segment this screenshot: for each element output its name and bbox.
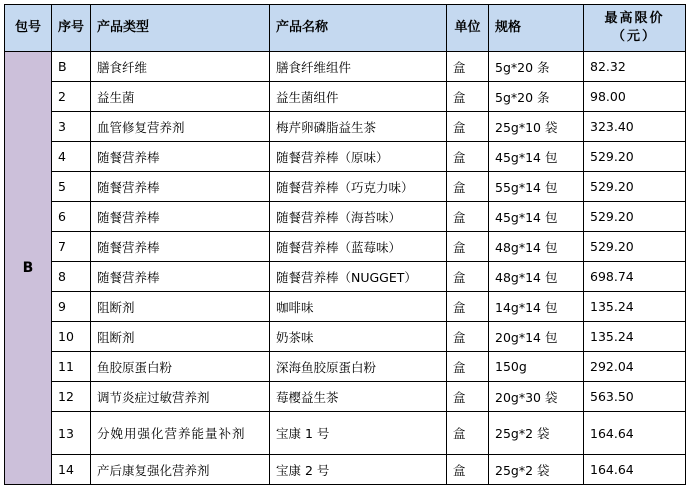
spec-cell: 5g*20 条 (489, 52, 584, 82)
name-cell: 随餐营养棒（巧克力味） (270, 172, 447, 202)
table-row (5, 292, 686, 322)
type-cell: 益生菌 (91, 82, 270, 112)
spec-cell: 55g*14 包 (489, 172, 584, 202)
package-cell: B (5, 52, 52, 485)
table-row (5, 412, 686, 455)
name-cell: 宝康 2 号 (270, 455, 447, 485)
unit-cell: 盒 (447, 112, 489, 142)
unit-cell: 盒 (447, 412, 489, 455)
table-row (5, 262, 686, 292)
spec-cell: 14g*14 包 (489, 292, 584, 322)
type-cell: 随餐营养棒 (91, 142, 270, 172)
name-cell: 咖啡味 (270, 292, 447, 322)
spec-cell: 5g*20 条 (489, 82, 584, 112)
name-cell: 随餐营养棒（原味） (270, 142, 447, 172)
price-cell: 529.20 (584, 172, 686, 202)
header-row (5, 5, 686, 52)
seq-cell: 4 (52, 142, 91, 172)
price-cell: 164.64 (584, 455, 686, 485)
type-cell: 阻断剂 (91, 292, 270, 322)
spec-cell: 20g*30 袋 (489, 382, 584, 412)
price-table (4, 4, 686, 485)
price-cell: 323.40 (584, 112, 686, 142)
price-cell: 698.74 (584, 262, 686, 292)
price-cell: 563.50 (584, 382, 686, 412)
type-cell: 分娩用强化营养能量补剂 (91, 412, 270, 455)
table-body (5, 52, 686, 485)
unit-cell: 盒 (447, 352, 489, 382)
table-row (5, 172, 686, 202)
unit-cell: 盒 (447, 232, 489, 262)
header-seq: 序号 (52, 5, 91, 52)
seq-cell: 2 (52, 82, 91, 112)
name-cell: 随餐营养棒（NUGGET） (270, 262, 447, 292)
table-row (5, 82, 686, 112)
table-row (5, 455, 686, 485)
spec-cell: 48g*14 包 (489, 232, 584, 262)
price-cell: 292.04 (584, 352, 686, 382)
header-product-type: 产品类型 (91, 5, 270, 52)
spec-cell: 25g*2 袋 (489, 412, 584, 455)
type-cell: 随餐营养棒 (91, 232, 270, 262)
type-cell: 膳食纤维 (91, 52, 270, 82)
spec-cell: 48g*14 包 (489, 262, 584, 292)
unit-cell: 盒 (447, 142, 489, 172)
header-unit: 单位 (447, 5, 489, 52)
header-product-name: 产品名称 (270, 5, 447, 52)
type-cell: 鱼胶原蛋白粉 (91, 352, 270, 382)
table-row (5, 352, 686, 382)
table-row (5, 112, 686, 142)
price-cell: 135.24 (584, 322, 686, 352)
price-cell: 82.32 (584, 52, 686, 82)
spec-cell: 150g (489, 352, 584, 382)
spec-cell: 20g*14 包 (489, 322, 584, 352)
seq-cell: B (52, 52, 91, 82)
price-cell: 135.24 (584, 292, 686, 322)
unit-cell: 盒 (447, 382, 489, 412)
spec-cell: 25g*2 袋 (489, 455, 584, 485)
seq-cell: 12 (52, 382, 91, 412)
seq-cell: 5 (52, 172, 91, 202)
name-cell: 梅芹卵磷脂益生茶 (270, 112, 447, 142)
name-cell: 奶茶味 (270, 322, 447, 352)
table-row (5, 142, 686, 172)
name-cell: 深海鱼胶原蛋白粉 (270, 352, 447, 382)
type-cell: 随餐营养棒 (91, 172, 270, 202)
price-cell: 164.64 (584, 412, 686, 455)
price-cell: 98.00 (584, 82, 686, 112)
unit-cell: 盒 (447, 455, 489, 485)
seq-cell: 6 (52, 202, 91, 232)
seq-cell: 14 (52, 455, 91, 485)
header-max-price: 最高限价（元） (584, 5, 686, 52)
spec-cell: 45g*14 包 (489, 142, 584, 172)
name-cell: 宝康 1 号 (270, 412, 447, 455)
name-cell: 随餐营养棒（蓝莓味） (270, 232, 447, 262)
seq-cell: 13 (52, 412, 91, 455)
type-cell: 血管修复营养剂 (91, 112, 270, 142)
unit-cell: 盒 (447, 52, 489, 82)
unit-cell: 盒 (447, 292, 489, 322)
name-cell: 益生菌组件 (270, 82, 447, 112)
table-row (5, 202, 686, 232)
seq-cell: 9 (52, 292, 91, 322)
table-row (5, 382, 686, 412)
type-cell: 随餐营养棒 (91, 202, 270, 232)
unit-cell: 盒 (447, 172, 489, 202)
type-cell: 随餐营养棒 (91, 262, 270, 292)
unit-cell: 盒 (447, 82, 489, 112)
table-row (5, 322, 686, 352)
seq-cell: 7 (52, 232, 91, 262)
price-cell: 529.20 (584, 232, 686, 262)
price-cell: 529.20 (584, 202, 686, 232)
name-cell: 膳食纤维组件 (270, 52, 447, 82)
spec-cell: 25g*10 袋 (489, 112, 584, 142)
seq-cell: 10 (52, 322, 91, 352)
name-cell: 莓樱益生茶 (270, 382, 447, 412)
seq-cell: 8 (52, 262, 91, 292)
type-cell: 产后康复强化营养剂 (91, 455, 270, 485)
seq-cell: 11 (52, 352, 91, 382)
header-spec: 规格 (489, 5, 584, 52)
name-cell: 随餐营养棒（海苔味） (270, 202, 447, 232)
unit-cell: 盒 (447, 262, 489, 292)
table-row (5, 52, 686, 82)
type-cell: 阻断剂 (91, 322, 270, 352)
spec-cell: 45g*14 包 (489, 202, 584, 232)
seq-cell: 3 (52, 112, 91, 142)
type-cell: 调节炎症过敏营养剂 (91, 382, 270, 412)
unit-cell: 盒 (447, 322, 489, 352)
table-row (5, 232, 686, 262)
price-cell: 529.20 (584, 142, 686, 172)
header-package: 包号 (5, 5, 52, 52)
unit-cell: 盒 (447, 202, 489, 232)
